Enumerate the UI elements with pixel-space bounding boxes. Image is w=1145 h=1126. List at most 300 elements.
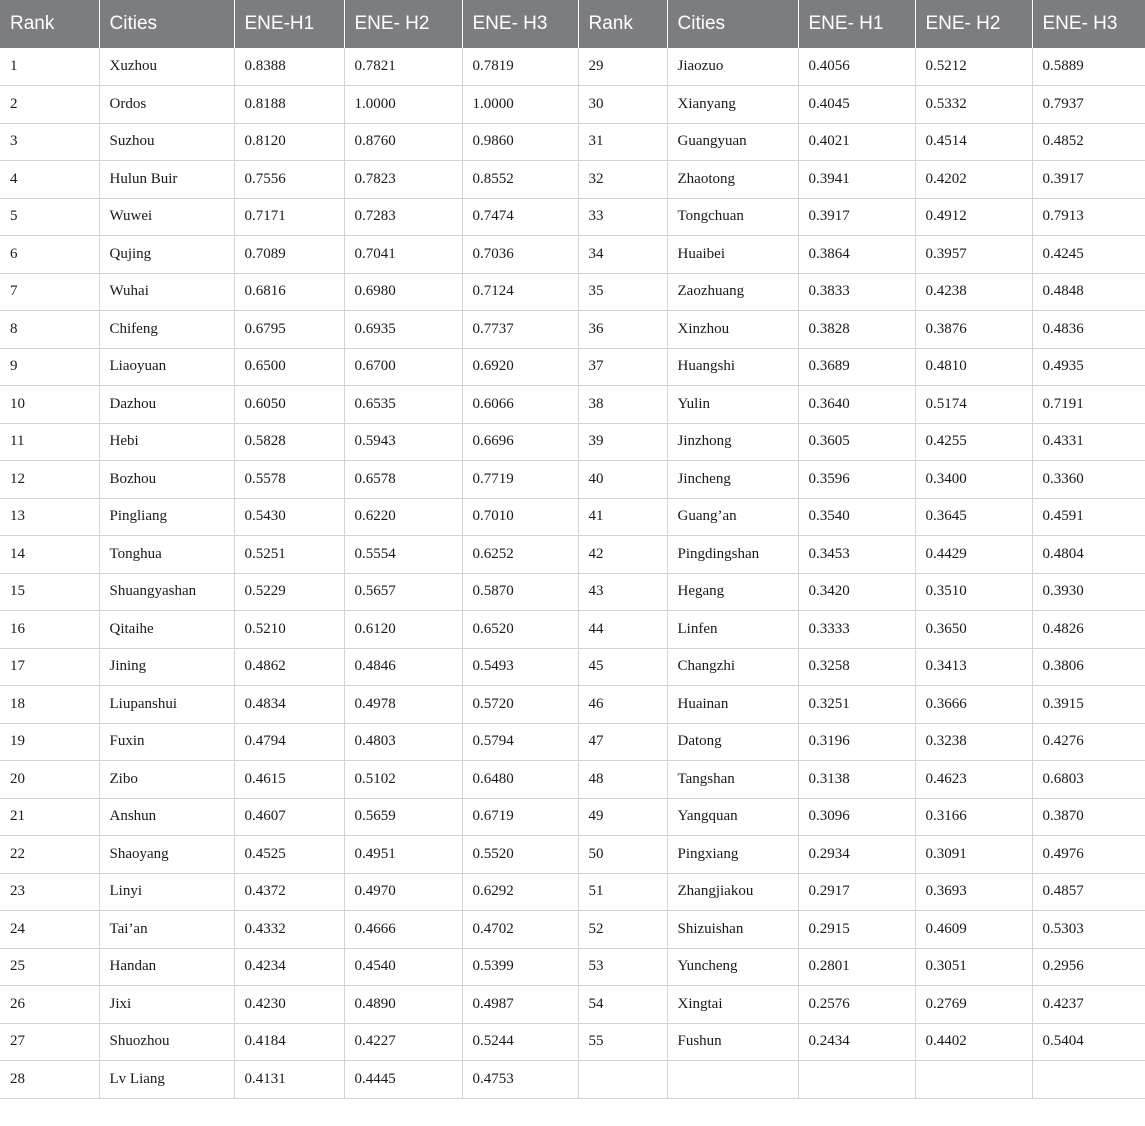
table-cell: 0.4245 [1032,236,1145,274]
table-cell: 42 [578,536,667,574]
table-cell: 0.4836 [1032,311,1145,349]
table-cell: 0.3251 [798,686,915,724]
table-cell: Pingxiang [667,836,798,874]
table-cell: 9 [0,348,99,386]
table-cell: 11 [0,423,99,461]
table-cell: 0.4615 [234,761,344,799]
table-cell: 23 [0,873,99,911]
table-cell: 0.5212 [915,48,1032,86]
table-cell: Shaoyang [99,836,234,874]
table-cell: 0.3453 [798,536,915,574]
table-cell: 0.4623 [915,761,1032,799]
table-cell: Bozhou [99,461,234,499]
table-cell: Liupanshui [99,686,234,724]
table-cell: 0.6920 [462,348,578,386]
table-cell: 0.4445 [344,1061,462,1099]
table-cell: 0.7737 [462,311,578,349]
table-cell: 0.4848 [1032,273,1145,311]
table-cell: 0.3360 [1032,461,1145,499]
table-cell: 0.4237 [1032,986,1145,1024]
table-cell: 0.6120 [344,611,462,649]
table-cell: 17 [0,648,99,686]
table-cell: 0.7036 [462,236,578,274]
table-cell: Changzhi [667,648,798,686]
table-cell: Pingliang [99,498,234,536]
table-cell: 13 [0,498,99,536]
table-cell: 0.3645 [915,498,1032,536]
table-cell: 0.4402 [915,1023,1032,1061]
table-header [0,0,1145,48]
table-cell: 28 [0,1061,99,1099]
table-cell: Tongchuan [667,198,798,236]
table-row [0,48,1145,86]
table-cell: 22 [0,836,99,874]
table-cell: 14 [0,536,99,574]
table-cell: 0.4794 [234,723,344,761]
table-row [0,1061,1145,1099]
table-cell: 0.6066 [462,386,578,424]
table-cell: 0.3693 [915,873,1032,911]
table-cell: 0.5828 [234,423,344,461]
table-cell: Shizuishan [667,911,798,949]
table-cell [915,1061,1032,1099]
table-cell: Fushun [667,1023,798,1061]
table-cell: Suzhou [99,123,234,161]
table-row [0,723,1145,761]
table-cell: 49 [578,798,667,836]
table-cell: 30 [578,86,667,124]
table-cell: 0.6535 [344,386,462,424]
table-cell: 0.6252 [462,536,578,574]
table-cell: 0.3138 [798,761,915,799]
table-row [0,498,1145,536]
table-cell: 0.7474 [462,198,578,236]
table-cell: Yuncheng [667,948,798,986]
table-row [0,761,1145,799]
table-cell: Ordos [99,86,234,124]
table-cell: 0.4331 [1032,423,1145,461]
table-cell: 0.5174 [915,386,1032,424]
table-cell: 41 [578,498,667,536]
table-cell: Zibo [99,761,234,799]
table-cell: 0.3400 [915,461,1032,499]
table-cell: 0.3689 [798,348,915,386]
table-cell: 0.4230 [234,986,344,1024]
table-cell: Fuxin [99,723,234,761]
table-cell: Tonghua [99,536,234,574]
table-cell: 0.2917 [798,873,915,911]
table-cell: 0.7041 [344,236,462,274]
table-cell: 8 [0,311,99,349]
table-cell: 0.8120 [234,123,344,161]
table-cell: 0.3091 [915,836,1032,874]
column-header: Rank [578,0,667,48]
table-cell: 0.5244 [462,1023,578,1061]
table-cell: 0.5399 [462,948,578,986]
table-cell: 0.6795 [234,311,344,349]
table-cell: Jining [99,648,234,686]
table-cell: 0.2956 [1032,948,1145,986]
table-cell: 35 [578,273,667,311]
table-row [0,573,1145,611]
table-cell: Linfen [667,611,798,649]
table-row [0,273,1145,311]
table-row [0,686,1145,724]
table-cell: 0.4951 [344,836,462,874]
table-cell: 0.5404 [1032,1023,1145,1061]
table-cell: Tai’an [99,911,234,949]
table-cell: Lv Liang [99,1061,234,1099]
table-cell: Huainan [667,686,798,724]
table-cell: 0.6696 [462,423,578,461]
table-cell: Yulin [667,386,798,424]
table-cell: 0.7171 [234,198,344,236]
table-cell: 0.4803 [344,723,462,761]
table-cell: 39 [578,423,667,461]
table-row [0,198,1145,236]
table-cell: 31 [578,123,667,161]
table-cell: 0.4804 [1032,536,1145,574]
table-cell: 0.4862 [234,648,344,686]
table-cell [578,1061,667,1099]
table-cell: Hulun Buir [99,161,234,199]
table-cell: 34 [578,236,667,274]
table-cell: 3 [0,123,99,161]
table-cell: 1.0000 [462,86,578,124]
table-cell: 19 [0,723,99,761]
table-cell: 0.7821 [344,48,462,86]
table-cell: Hegang [667,573,798,611]
table-cell [1032,1061,1145,1099]
table-cell: 0.5578 [234,461,344,499]
column-header: ENE- H1 [798,0,915,48]
table-cell: 0.4045 [798,86,915,124]
table-cell: 0.5794 [462,723,578,761]
table-cell: 0.4021 [798,123,915,161]
table-cell: 0.4609 [915,911,1032,949]
table-cell: 16 [0,611,99,649]
table-cell: 36 [578,311,667,349]
table-cell: Jiaozuo [667,48,798,86]
table-cell: 10 [0,386,99,424]
table-cell: 0.3666 [915,686,1032,724]
table-cell: Chifeng [99,311,234,349]
table-cell: 0.4514 [915,123,1032,161]
table-cell: 0.3917 [798,198,915,236]
table-cell: 0.5251 [234,536,344,574]
table-cell: 0.6803 [1032,761,1145,799]
table-cell: 1.0000 [344,86,462,124]
column-header: ENE- H2 [915,0,1032,48]
table-cell: 26 [0,986,99,1024]
table-cell: 0.2934 [798,836,915,874]
table-cell: 4 [0,161,99,199]
table-cell: 0.4238 [915,273,1032,311]
table-cell: 0.2915 [798,911,915,949]
table-cell: 0.6700 [344,348,462,386]
table-cell: 0.3540 [798,498,915,536]
table-cell: 0.4540 [344,948,462,986]
table-cell: 0.6520 [462,611,578,649]
table-cell: Zaozhuang [667,273,798,311]
table-cell: 0.5657 [344,573,462,611]
table-cell: 0.7124 [462,273,578,311]
table-cell: 0.5554 [344,536,462,574]
table-cell: 32 [578,161,667,199]
table-cell: 0.5943 [344,423,462,461]
table-cell: 0.4525 [234,836,344,874]
table-cell: Tangshan [667,761,798,799]
table-cell: Zhangjiakou [667,873,798,911]
table-cell: 0.5303 [1032,911,1145,949]
table-cell: 0.6500 [234,348,344,386]
table-cell: 53 [578,948,667,986]
table-cell: Hebi [99,423,234,461]
table-cell: 0.7719 [462,461,578,499]
table-row [0,423,1145,461]
table-row [0,948,1145,986]
table-cell: 0.3957 [915,236,1032,274]
table-cell: 0.6816 [234,273,344,311]
column-header: ENE- H3 [462,0,578,48]
table-cell: 0.3640 [798,386,915,424]
table-cell: Zhaotong [667,161,798,199]
table-cell: 0.3413 [915,648,1032,686]
table-cell: 5 [0,198,99,236]
table-cell: 0.2434 [798,1023,915,1061]
table-cell: Xingtai [667,986,798,1024]
table-cell: 0.4976 [1032,836,1145,874]
table-row [0,236,1145,274]
table-cell: 27 [0,1023,99,1061]
table-cell: 0.5229 [234,573,344,611]
table-cell: 6 [0,236,99,274]
table-cell: 0.4970 [344,873,462,911]
table-cell: 46 [578,686,667,724]
table-cell: 0.7556 [234,161,344,199]
table-cell: 2 [0,86,99,124]
table-cell: 0.9860 [462,123,578,161]
table-cell: 0.4372 [234,873,344,911]
table-cell: 0.5332 [915,86,1032,124]
table-cell: 0.3876 [915,311,1032,349]
table-row [0,873,1145,911]
table-cell: 0.4857 [1032,873,1145,911]
table-cell: 0.6220 [344,498,462,536]
table-cell: Datong [667,723,798,761]
table-cell: 50 [578,836,667,874]
table-cell: Qujing [99,236,234,274]
table-cell: 0.4846 [344,648,462,686]
table-cell: 0.4234 [234,948,344,986]
table-cell: 18 [0,686,99,724]
table-cell: Shuangyashan [99,573,234,611]
table-cell: 37 [578,348,667,386]
table-cell: Xuzhou [99,48,234,86]
table-cell: 38 [578,386,667,424]
table-cell: 0.3420 [798,573,915,611]
table-cell: 0.3828 [798,311,915,349]
column-header: ENE-H1 [234,0,344,48]
table-cell: 0.2769 [915,986,1032,1024]
table-cell: 0.3166 [915,798,1032,836]
table-cell: 0.3833 [798,273,915,311]
table-row [0,798,1145,836]
table-cell: 0.4987 [462,986,578,1024]
table-cell: 0.4056 [798,48,915,86]
table-cell: Yangquan [667,798,798,836]
table-cell: 0.6578 [344,461,462,499]
table-cell: 0.4810 [915,348,1032,386]
table-cell: 0.4227 [344,1023,462,1061]
table-cell: Jincheng [667,461,798,499]
table-row [0,461,1145,499]
table-cell: 0.4890 [344,986,462,1024]
table-cell: 0.6719 [462,798,578,836]
table-cell: Xianyang [667,86,798,124]
table-cell: 0.7937 [1032,86,1145,124]
table-cell: 47 [578,723,667,761]
table-cell: 51 [578,873,667,911]
table-cell: 0.3864 [798,236,915,274]
table-cell: 7 [0,273,99,311]
table-cell: 0.4131 [234,1061,344,1099]
table-cell: 0.4978 [344,686,462,724]
table-cell: 0.4666 [344,911,462,949]
table-cell: 0.7823 [344,161,462,199]
table-row [0,161,1145,199]
table-cell: 0.3051 [915,948,1032,986]
table-cell: 25 [0,948,99,986]
table-cell: 0.4912 [915,198,1032,236]
table-cell: 0.4255 [915,423,1032,461]
table-cell: Anshun [99,798,234,836]
table-cell: 0.6935 [344,311,462,349]
table-cell: 24 [0,911,99,949]
table-cell: 33 [578,198,667,236]
table-row [0,123,1145,161]
table-cell: 0.8760 [344,123,462,161]
table-cell: Shuozhou [99,1023,234,1061]
table-cell: 55 [578,1023,667,1061]
table-cell: Jixi [99,986,234,1024]
table-cell: 0.4753 [462,1061,578,1099]
table-cell: 0.8188 [234,86,344,124]
table-cell: Xinzhou [667,311,798,349]
table-cell: 0.7089 [234,236,344,274]
table-cell: 0.4429 [915,536,1032,574]
table-cell: Wuwei [99,198,234,236]
table-cell: 0.3915 [1032,686,1145,724]
table-cell: 0.5493 [462,648,578,686]
table-row [0,536,1145,574]
table-row [0,1023,1145,1061]
table-cell: 0.3510 [915,573,1032,611]
column-header: Rank [0,0,99,48]
table-row [0,348,1145,386]
table-row [0,986,1145,1024]
table-cell: 0.5210 [234,611,344,649]
table-cell: Huaibei [667,236,798,274]
table-cell: 0.3917 [1032,161,1145,199]
table-cell: 0.6292 [462,873,578,911]
table-row [0,836,1145,874]
table-cell: 48 [578,761,667,799]
column-header: Cities [667,0,798,48]
table-cell [667,1061,798,1099]
table-cell: 54 [578,986,667,1024]
table-cell: 0.5102 [344,761,462,799]
table-cell: 0.4332 [234,911,344,949]
table-cell: 0.4202 [915,161,1032,199]
table-body [0,48,1145,1098]
table-cell: Huangshi [667,348,798,386]
table-cell: 0.6980 [344,273,462,311]
table-cell: 0.5720 [462,686,578,724]
table-cell: 0.3930 [1032,573,1145,611]
table-cell: 0.3238 [915,723,1032,761]
column-header: Cities [99,0,234,48]
table-cell: 0.4607 [234,798,344,836]
table-cell: 0.5659 [344,798,462,836]
table-cell: Liaoyuan [99,348,234,386]
table-cell: 0.3650 [915,611,1032,649]
table-cell [798,1061,915,1099]
table-cell: Guangyuan [667,123,798,161]
table-cell: 52 [578,911,667,949]
table-cell: 0.4591 [1032,498,1145,536]
table-cell: 0.4184 [234,1023,344,1061]
table-cell: 0.3196 [798,723,915,761]
header-row [0,0,1145,48]
table-cell: 0.7283 [344,198,462,236]
table-cell: Jinzhong [667,423,798,461]
table-cell: Qitaihe [99,611,234,649]
table-cell: 29 [578,48,667,86]
table-cell: 0.8388 [234,48,344,86]
table-cell: Dazhou [99,386,234,424]
table-cell: Handan [99,948,234,986]
table-cell: 0.3258 [798,648,915,686]
table-cell: 0.4852 [1032,123,1145,161]
table-cell: 0.6480 [462,761,578,799]
table-cell: 0.5889 [1032,48,1145,86]
table-row [0,311,1145,349]
table-cell: 0.8552 [462,161,578,199]
table-cell: 0.3596 [798,461,915,499]
table-cell: 0.7010 [462,498,578,536]
table-cell: 0.3870 [1032,798,1145,836]
table-cell: 0.3096 [798,798,915,836]
table-cell: 0.3941 [798,161,915,199]
table-cell: 0.3333 [798,611,915,649]
table-row [0,911,1145,949]
table-cell: 0.4834 [234,686,344,724]
table-cell: 0.5870 [462,573,578,611]
table-row [0,386,1145,424]
table-cell: Pingdingshan [667,536,798,574]
table-cell: 1 [0,48,99,86]
table-cell: 20 [0,761,99,799]
table-cell: 0.4935 [1032,348,1145,386]
table-cell: 45 [578,648,667,686]
table-cell: 0.5520 [462,836,578,874]
table-cell: 0.7819 [462,48,578,86]
table-cell: 0.6050 [234,386,344,424]
table-cell: 0.4702 [462,911,578,949]
table-cell: 15 [0,573,99,611]
table-row [0,611,1145,649]
